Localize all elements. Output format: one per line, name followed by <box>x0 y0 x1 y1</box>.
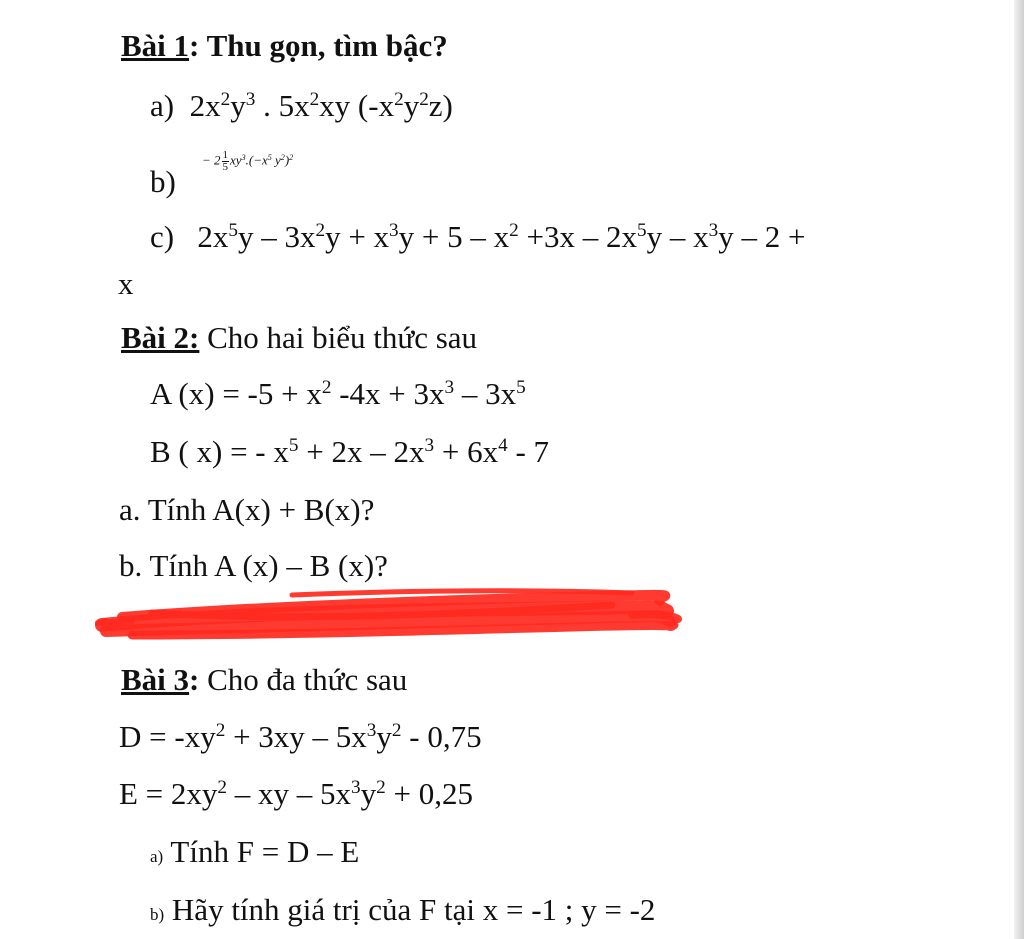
bai1-item-a <box>150 88 453 129</box>
bai3-colon: : <box>189 662 200 697</box>
bai3-title: Cho đa thức sau <box>199 662 408 697</box>
bai2-question-b: b. Tính A (x) – B (x)? <box>119 548 388 583</box>
bai1-item-c <box>150 219 805 260</box>
polynomial-d: $D = -xy^2 + 3xy - 5x^3y^2 - 0,75$ <box>119 719 482 754</box>
polynomial-e: $E = 2xy^2$ – xy – $5x^3y^2 + 0,25$ <box>119 776 473 811</box>
bai3-qa-marker: a) <box>150 847 164 866</box>
page-edge-shadow <box>1014 0 1024 939</box>
bai1-colon: : <box>189 28 200 63</box>
bai1-heading <box>121 28 448 64</box>
item-c-continuation: x <box>118 266 134 301</box>
item-c-marker: c) <box>150 219 175 254</box>
bai3-qb-text: Hãy tính giá trị của F tại x = -1 ; y = -2 <box>171 892 656 927</box>
bai2-title: Cho hai biểu thức sau <box>199 320 478 355</box>
item-b-marker: b) <box>150 164 176 199</box>
bai2-label: Bài 2: <box>121 320 200 355</box>
bai1-label: Bài 1 <box>121 28 190 63</box>
fraction-one-fifth: $\frac{1}{5}$ <box>222 149 229 173</box>
item-b-expr: − 2 $\frac{1}{5}$ $xy^3.(-x^5$ $y^2)^2$ <box>202 149 294 173</box>
item-a-expr: $2x^2y^3$ . $5x^2xy$ $(-x^2y^2z)$ <box>189 88 453 123</box>
bai3-qa-text: Tính F = D – E <box>170 834 360 869</box>
bai3-qb-marker: b) <box>150 905 165 924</box>
bai2-heading <box>121 320 477 356</box>
bai3-heading <box>121 662 407 698</box>
bai1-item-b <box>150 164 176 200</box>
red-scribble-redaction <box>92 585 682 645</box>
bai1-title: Thu gọn, tìm bậc? <box>199 28 448 63</box>
bai3-question-a <box>150 834 359 875</box>
expression-a: A $(x) = -5 + x^2$ $-4x + 3x^3 - 3x^5$ <box>150 376 526 411</box>
bai3-label: Bài 3 <box>121 662 190 697</box>
expression-b: B ( x) = - $x^5 + 2x - 2x^3 + 6x^4 - 7$ <box>150 434 550 469</box>
item-c-expr: $2x^5y - 3x^2y + x^3y + 5 - x^2 +3x - 2x^5y - x^3y - 2$ + <box>197 219 806 254</box>
bai2-question-a: a. Tính A(x) + B(x)? <box>119 492 375 527</box>
item-a-marker: a) <box>150 88 175 123</box>
bai3-question-b <box>150 892 655 933</box>
